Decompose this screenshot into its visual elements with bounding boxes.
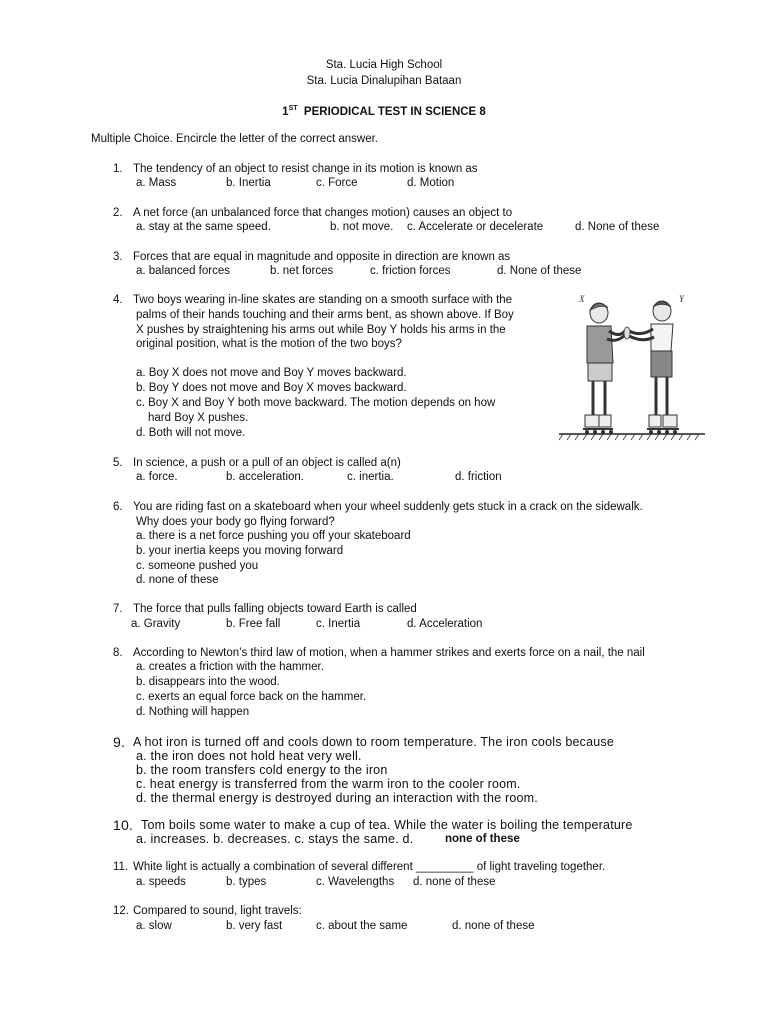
question-text: A net force (an unbalanced force that changes motion) causes an object to <box>133 207 513 219</box>
question-text-line-2: palms of their hands touching and their arms bent, as shown above. If Boy <box>136 309 514 321</box>
question-number: 10. <box>113 817 134 833</box>
boy-x <box>583 303 625 434</box>
option-a[interactable]: a. force. <box>136 471 178 483</box>
option-d[interactable]: d. none of these <box>413 876 496 888</box>
option-c[interactable]: c. friction forces <box>370 265 451 277</box>
question-number: 12. <box>113 905 129 917</box>
option-d[interactable]: d. Acceleration <box>407 618 483 630</box>
question-text-line-4: original position, what is the motion of the two boys? <box>136 338 402 350</box>
option-c[interactable]: c. someone pushed you <box>136 560 259 572</box>
option-a[interactable]: a. balanced forces <box>136 265 230 277</box>
school-name: Sta. Lucia High School <box>325 59 443 71</box>
option-c[interactable]: c. heat energy is transferred from the warm iron to the cooler room. <box>136 777 521 791</box>
question-number: 6. <box>113 501 123 513</box>
question-number: 11. <box>113 861 129 873</box>
option-d[interactable]: d. none of these <box>136 574 219 586</box>
option-c[interactable]: c. Accelerate or decelerate <box>407 221 544 233</box>
option-c[interactable]: c. exerts an equal force back on the hammer. <box>136 691 367 703</box>
question-number: 8. <box>113 647 123 659</box>
figure-label-x: X <box>579 294 585 304</box>
question-number: 4. <box>113 294 123 306</box>
school-address: Sta. Lucia Dinalupihan Bataan <box>306 75 462 87</box>
option-a[interactable]: a. creates a friction with the hammer. <box>136 661 324 673</box>
options-a-to-c[interactable]: a. increases. b. decreases. c. stays the same. d. <box>136 832 414 846</box>
option-a[interactable]: a. stay at the same speed. <box>136 221 271 233</box>
question-text: Compared to sound, light travels: <box>133 905 302 917</box>
option-d[interactable]: d. Both will not move. <box>136 427 246 439</box>
question-text-line-2: Why does your body go flying forward? <box>136 516 335 528</box>
skating-boys-figure <box>557 293 707 443</box>
option-b[interactable]: b. Free fall <box>226 618 281 630</box>
question-number: 5. <box>113 457 123 469</box>
option-b[interactable]: b. types <box>226 876 267 888</box>
option-a[interactable]: a. Gravity <box>131 618 181 630</box>
option-b[interactable]: b. your inertia keeps you moving forward <box>136 545 344 557</box>
option-b[interactable]: b. not move. <box>330 221 394 233</box>
option-a[interactable]: a. there is a net force pushing you off your skateboard <box>136 530 411 542</box>
test-title-text: PERIODICAL TEST IN SCIENCE 8 <box>303 105 486 118</box>
question-text: In science, a push or a pull of an object is called a(n) <box>133 457 401 469</box>
option-d[interactable]: none of these <box>445 833 520 845</box>
question-text-line-1: Two boys wearing in-line skates are standing on a smooth surface with the <box>133 294 513 306</box>
question-number: 9. <box>113 734 126 750</box>
question-number: 1. <box>113 163 123 175</box>
question-text: According to Newton’s third law of motion, when a hammer strikes and exerts force on a nail, the nail <box>133 647 645 659</box>
option-a[interactable]: a. speeds <box>136 876 186 888</box>
option-c[interactable]: c. Force <box>316 177 358 189</box>
option-c[interactable]: c. Boy X and Boy Y both move backward. The motion depends on how <box>136 397 496 409</box>
question-text: Tom boils some water to make a cup of tea. While the water is boiling the temperature <box>141 818 633 832</box>
option-c-continued: hard Boy X pushes. <box>148 412 249 424</box>
option-a[interactable]: a. the iron does not hold heat very well. <box>136 749 362 763</box>
touching-hands <box>624 327 630 339</box>
test-number: 1 <box>282 105 289 118</box>
option-b[interactable]: b. the room transfers cold energy to the iron <box>136 763 388 777</box>
option-c[interactable]: c. Inertia <box>316 618 361 630</box>
question-text-line-3: X pushes by straightening his arms out while Boy Y holds his arms in the <box>136 324 506 336</box>
option-d[interactable]: d. the thermal energy is destroyed during an interaction with the room. <box>136 791 538 805</box>
option-b[interactable]: b. Inertia <box>226 177 271 189</box>
option-d[interactable]: d. None of these <box>575 221 660 233</box>
option-d[interactable]: d. None of these <box>497 265 582 277</box>
option-b[interactable]: b. net forces <box>270 265 334 277</box>
instruction: Multiple Choice. Encircle the letter of the correct answer. <box>91 133 378 145</box>
boy-y <box>629 301 679 434</box>
option-b[interactable]: b. acceleration. <box>226 471 304 483</box>
question-number: 2. <box>113 207 123 219</box>
option-a[interactable]: a. Mass <box>136 177 177 189</box>
option-d[interactable]: d. none of these <box>452 920 535 932</box>
question-text: Forces that are equal in magnitude and opposite in direction are known as <box>133 251 511 263</box>
option-b[interactable]: b. disappears into the wood. <box>136 676 280 688</box>
option-b[interactable]: b. Boy Y does not move and Boy X moves backward. <box>136 382 407 394</box>
test-number-suffix: ST <box>288 105 298 112</box>
question-text: You are riding fast on a skateboard when your wheel suddenly gets stuck in a crack on the sidewalk. <box>133 501 643 513</box>
question-text: The force that pulls falling objects toward Earth is called <box>133 603 417 615</box>
option-c[interactable]: c. about the same <box>316 920 408 932</box>
figure-label-y: Y <box>679 294 685 304</box>
option-d[interactable]: d. Motion <box>407 177 455 189</box>
question-text: White light is actually a combination of several different _________ of light traveling together. <box>133 861 606 873</box>
option-c[interactable]: c. inertia. <box>347 471 394 483</box>
option-a[interactable]: a. slow <box>136 920 172 932</box>
test-title <box>0 105 768 118</box>
ground-hatching <box>559 434 699 440</box>
option-a[interactable]: a. Boy X does not move and Boy Y moves backward. <box>136 367 407 379</box>
question-text: A hot iron is turned off and cools down to room temperature. The iron cools because <box>133 735 614 749</box>
question-text: The tendency of an object to resist change in its motion is known as <box>133 163 478 175</box>
option-d[interactable]: d. Nothing will happen <box>136 706 250 718</box>
question-number: 7. <box>113 603 123 615</box>
option-b[interactable]: b. very fast <box>226 920 283 932</box>
option-d[interactable]: d. friction <box>455 471 502 483</box>
question-number: 3. <box>113 251 123 263</box>
option-c[interactable]: c. Wavelengths <box>316 876 395 888</box>
